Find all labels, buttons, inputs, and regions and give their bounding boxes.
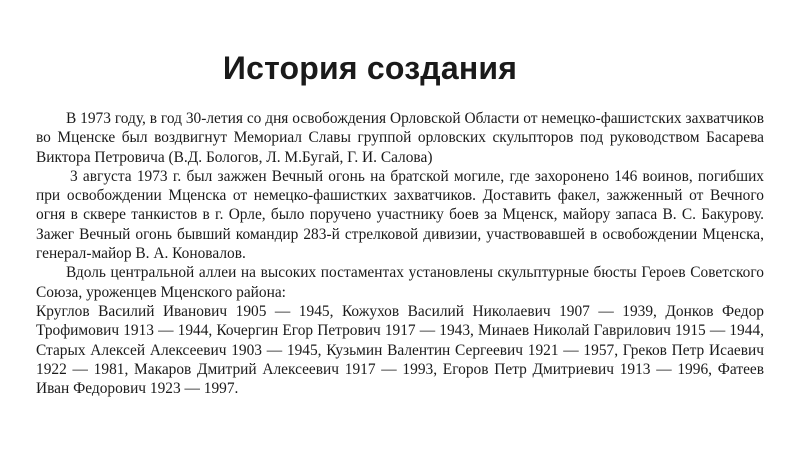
slide-title: История создания bbox=[222, 50, 518, 86]
paragraph-eternal-flame: 3 августа 1973 г. был зажжен Вечный огонь на братской могиле, где захоронено 146 воинов, погибших при освобождении Мценска от немецко-фашистких захватчиков. Доставить факел, зажженный от Вечного огня в сквере танкистов в г. Орле, было поручено участнику боев за Мценск, майору запаса В. С. Бакурову. Зажег Вечный огонь бывший командир 283-й стрелковой дивизии, участвовавшей в освобождении Мценска, генерал-майор В. А. Коновалов. bbox=[36, 167, 764, 263]
paragraph-heroes-list: Круглов Василий Иванович 1905 — 1945, Кожухов Василий Николаевич 1907 — 1939, Донков Федор Трофимович 1913 — 1944, Кочергин Егор Петрович 1917 — 1943, Минаев Николай Гаврилович 1915 — 1944, Старых Алексей Алексеевич 1903 — 1945, Кузьмин Валентин Сергеевич 1921 — 1957, Греков Петр Исаевич 1922 — 1981, Макаров Дмитрий Алексеевич 1917 — 1993, Егоров Петр Дмитриевич 1913 — 1996, Фатеев Иван Федорович 1923 — 1997. bbox=[36, 302, 764, 398]
paragraph-busts-intro: Вдоль центральной аллеи на высоких постаментах установлены скульптурные бюсты Героев Советского Союза, уроженцев Мценского района: bbox=[36, 264, 764, 301]
slide-body bbox=[36, 109, 764, 398]
paragraph-memorial: В 1973 году, в год 30-летия со дня освобождения Орловской Области от немецко-фашистских захватчиков во Мценске был воздвигнут Мемориал Славы группой орловских скульпторов под руководством Басарева Виктора Петровича (В.Д. Бологов, Л. М.Бугай, Г. И. Салова) bbox=[36, 110, 764, 166]
